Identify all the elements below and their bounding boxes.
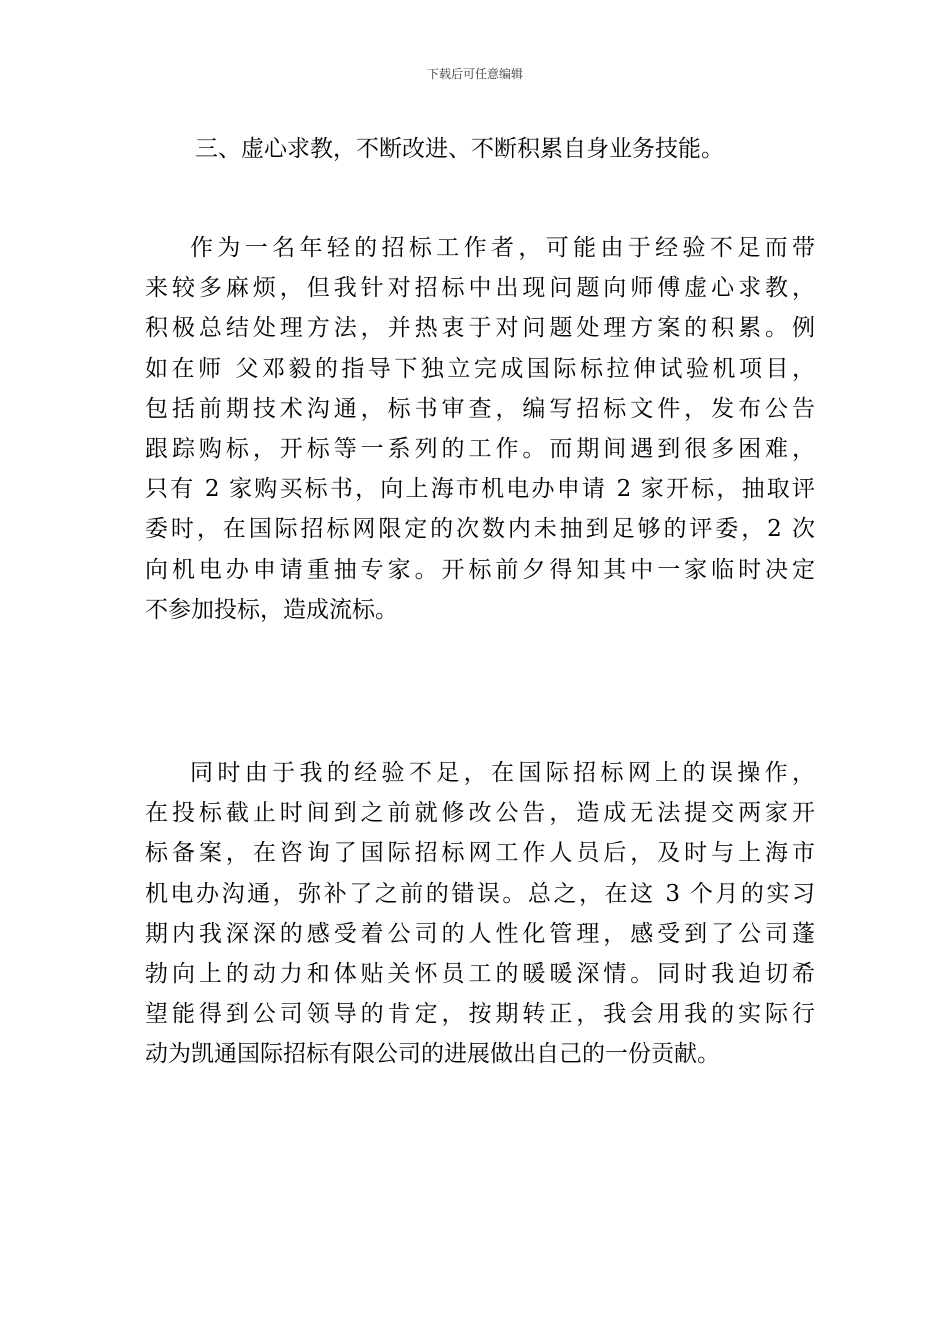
paragraph-line: 期内我深深的感受着公司的人性化管理，感受到了公司蓬 bbox=[145, 920, 815, 947]
paragraph-1 bbox=[145, 228, 815, 630]
paragraph-line: 跟踪购标，开标等一系列的工作。而期间遇到很多困难， bbox=[145, 436, 815, 463]
paragraph-line: 不参加投标，造成流标。 bbox=[145, 596, 398, 623]
paragraph-line: 如在师 父邓毅的指导下独立完成国际标拉伸试验机项目， bbox=[145, 355, 815, 382]
paragraph-line: 只有 2 家购买标书，向上海市机电办申请 2 家开标，抽取评 bbox=[145, 476, 815, 503]
paragraph-line: 委时，在国际招标网限定的次数内未抽到足够的评委，2 次 bbox=[145, 516, 815, 543]
paragraph-line: 同时由于我的经验不足，在国际招标网上的误操作， bbox=[190, 760, 815, 786]
paragraph-line: 动为凯通国际招标有限公司的进展做出自己的一份贡献。 bbox=[145, 1041, 720, 1068]
paragraph-line: 积极总结处理方法，并热衷于对问题处理方案的积累。例 bbox=[145, 315, 815, 342]
paragraph-line: 机电办沟通，弥补了之前的错误。总之，在这 3 个月的实习 bbox=[145, 880, 815, 907]
paragraph-line: 包括前期技术沟通，标书审查，编写招标文件，发布公告 bbox=[145, 395, 815, 422]
paragraph-line: 标备案，在咨询了国际招标网工作人员后，及时与上海市 bbox=[145, 840, 815, 867]
paragraph-line: 在投标截止时间到之前就修改公告，造成无法提交两家开 bbox=[145, 800, 815, 827]
paragraph-line: 作为一名年轻的招标工作者，可能由于经验不足而带 bbox=[190, 235, 815, 261]
section-heading: 三、虚心求教，不断改进、不断积累自身业务技能。 bbox=[195, 136, 724, 162]
paragraph-line: 望能得到公司领导的肯定，按期转正，我会用我的实际行 bbox=[145, 1001, 815, 1028]
paragraph-line: 向机电办申请重抽专家。开标前夕得知其中一家临时决定 bbox=[145, 556, 815, 583]
page-header-note: 下载后可任意编辑 bbox=[426, 67, 523, 81]
paragraph-line: 来较多麻烦，但我针对招标中出现问题向师傅虚心求教， bbox=[145, 275, 815, 302]
paragraph-line: 勃向上的动力和体贴关怀员工的暖暖深情。同时我迫切希 bbox=[145, 961, 815, 988]
paragraph-2 bbox=[145, 753, 815, 1075]
